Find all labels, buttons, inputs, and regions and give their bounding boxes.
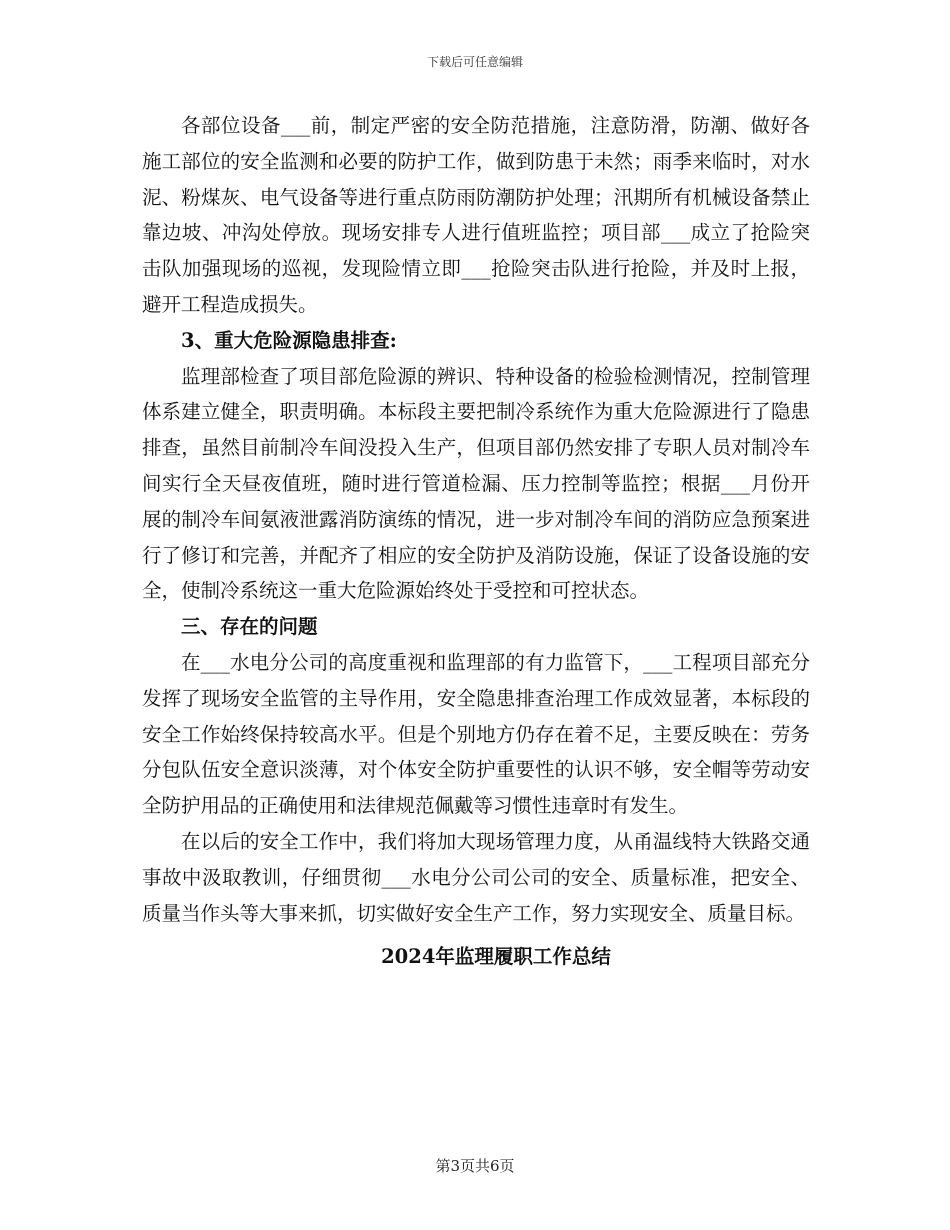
paragraph-3: 在___水电分公司的高度重视和监理部的有力监管下，___工程项目部充分发挥了现场安全监管的主导作用，安全隐患排查治理工作成效显著，本标段的安全工作始终保持较高水平。但是个别地方仍存在着不足，主要反映在：劳务分包队伍安全意识淡薄，对个体安全防护重要性的认识不够，安全帽等劳动安全防护用品的正确使用和法律规范佩戴等习惯性违章时有发生。 [142, 650, 810, 818]
paragraph-1: 各部位设备___前，制定严密的安全防范措施，注意防滑，防潮、做好各施工部位的安全监测和必要的防护工作，做到防患于未然；雨季来临时，对水泥、粉煤灰、电气设备等进行重点防雨防潮防护处理；汛期所有机械设备禁止靠边坡、冲沟处停放。现场安排专人进行值班监控；项目部___成立了抢险突击队加强现场的巡视，发现险情立即___抢险突击队进行抢险，并及时上报，避开工程造成损失。 [142, 114, 810, 316]
document-title: 2024年监理履职工作总结 [381, 945, 611, 969]
section-heading-issues: 三、存在的问题 [181, 615, 318, 639]
paragraph-2: 监理部检查了项目部危险源的辨识、特种设备的检验检测情况，控制管理体系建立健全，职责明确。本标段主要把制冷系统作为重大危险源进行了隐患排查，虽然目前制冷车间没投入生产，但项目部仍然安排了专职人员对制冷车间实行全天昼夜值班，随时进行管道检漏、压力控制等监控；根据___月份开展的制冷车间氨液泄露消防演练的情况，进一步对制冷车间的消防应急预案进行了修订和完善，并配齐了相应的安全防护及消防设施，保证了设备设施的安全，使制冷系统这一重大危险源始终处于受控和可控状态。 [142, 364, 810, 603]
section-heading-hazard: 3、重大危险源隐患排查: [181, 328, 397, 352]
document-body [142, 108, 810, 975]
paragraph-4: 在以后的安全工作中，我们将加大现场管理力度，从甬温线特大铁路交通事故中汲取教训，仔细贯彻___水电分公司公司的安全、质量标准，把安全、质量当作头等大事来抓，切实做好安全生产工作，努力实现安全、质量目标。 [142, 829, 810, 925]
page-header-note: 下载后可任意编辑 [426, 55, 523, 69]
page-number: 第3页共6页 [435, 1157, 515, 1175]
